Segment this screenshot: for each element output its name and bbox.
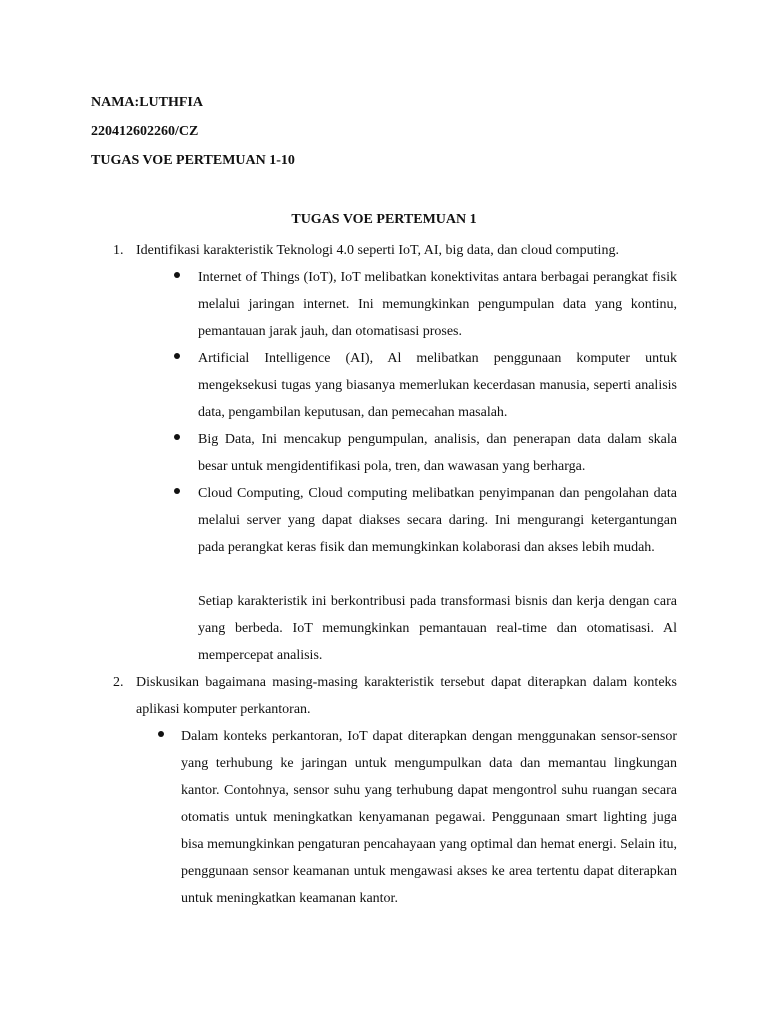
- item-text: Diskusikan bagaimana masing-masing karakteristik tersebut dapat diterapkan dalam konteks aplikasi komputer perkantoran.: [136, 675, 677, 717]
- bullet-icon: [158, 731, 164, 737]
- section-title: TUGAS VOE PERTEMUAN 1: [291, 212, 477, 227]
- bullet-text: Big Data, Ini mencakup pengumpulan, analisis, dan penerapan data dalam skala besar untuk mengidentifikasi pola, tren, dan wawasan yang berharga.: [198, 432, 677, 474]
- item-note: Setiap karakteristik ini berkontribusi pada transformasi bisnis dan kerja dengan cara yang berbeda. IoT memungkinkan pemantauan real-time dan otomatisasi. Al mempercepat analisis.: [198, 594, 677, 663]
- bullet-text: Dalam konteks perkantoran, IoT dapat diterapkan dengan menggunakan sensor-sensor yang terhubung ke jaringan untuk mengumpulkan data dan memantau lingkungan kantor. Contohnya, sensor suhu yang terhubung dapat mengontrol suhu ruangan secara otomatis untuk meningkatkan kenyamanan pegawai. Penggunaan smart lighting juga bisa memungkinkan pengaturan pencahayaan yang optimal dan hemat energi. Selain itu, penggunaan sensor keamanan untuk mengawasi akses ke area tertentu dapat diterapkan untuk meningkatkan keamanan kantor.: [181, 729, 677, 906]
- student-id: 220412602260/CZ: [91, 124, 199, 139]
- bullet-icon: [174, 488, 180, 494]
- student-name: NAMA:LUTHFIA: [91, 95, 203, 110]
- bullet-icon: [174, 434, 180, 440]
- bullet-text: Cloud Computing, Cloud computing melibatkan penyimpanan dan pengolahan data melalui server yang dapat diakses secara daring. Ini mengurangi ketergantungan pada perangkat keras fisik dan memungkinkan kolaborasi dan akses lebih mudah.: [198, 486, 677, 555]
- item-text: Identifikasi karakteristik Teknologi 4.0 seperti IoT, AI, big data, dan cloud computing.: [136, 243, 619, 258]
- bullet-text: Internet of Things (IoT), IoT melibatkan konektivitas antara berbagai perangkat fisik melalui jaringan internet. Ini memungkinkan pengumpulan data yang kontinu, pemantauan jarak jauh, dan otomatisasi proses.: [198, 270, 677, 339]
- bullet-icon: [174, 353, 180, 359]
- item-number: 1.: [113, 243, 124, 258]
- bullet-text: Artificial Intelligence (AI), Al melibatkan penggunaan komputer untuk mengeksekusi tugas yang biasanya memerlukan kecerdasan manusia, seperti analisis data, pengambilan keputusan, dan pemecahan masalah.: [198, 351, 677, 420]
- item-number: 2.: [113, 675, 124, 690]
- bullet-icon: [174, 272, 180, 278]
- assignment-title: TUGAS VOE PERTEMUAN 1-10: [91, 153, 295, 168]
